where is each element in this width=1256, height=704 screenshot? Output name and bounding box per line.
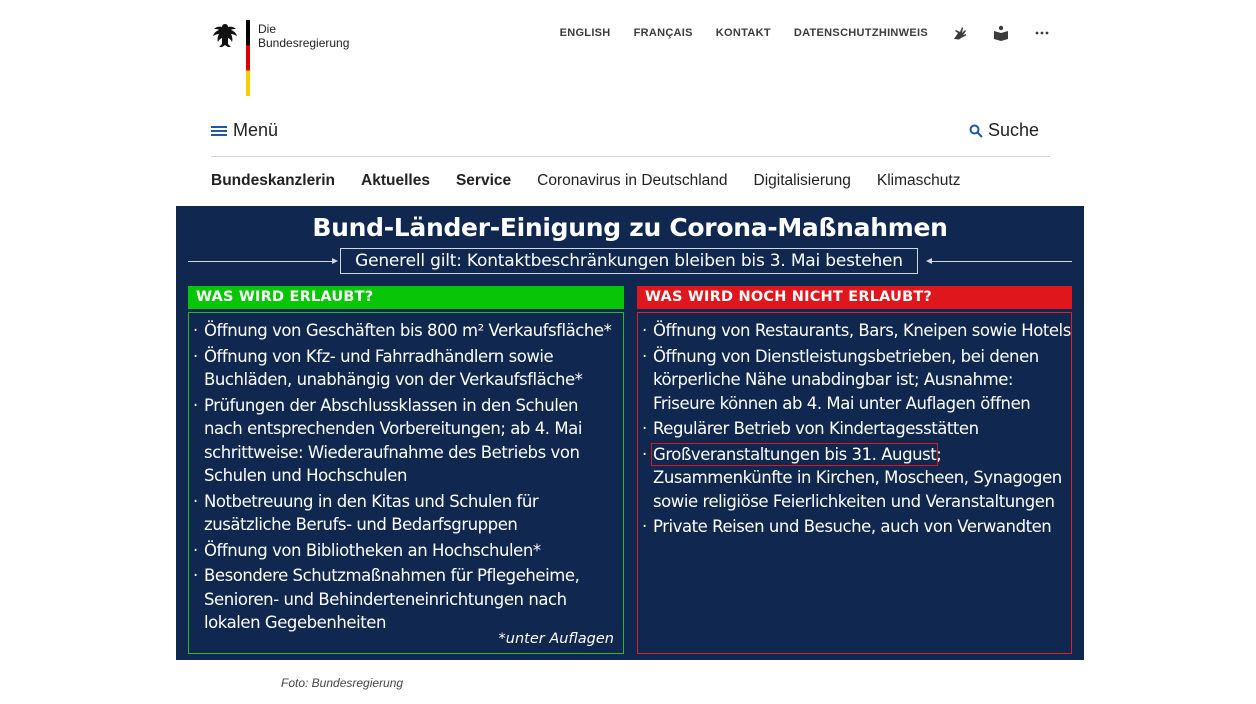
- search-button[interactable]: [969, 120, 1039, 141]
- menu-row: [211, 118, 1050, 157]
- footnote: *unter Auflagen: [498, 631, 614, 647]
- arrow-right-icon: [332, 258, 338, 264]
- not-allowed-list: [638, 313, 1071, 539]
- more-icon[interactable]: [1033, 25, 1051, 41]
- allowed-list: [189, 313, 623, 635]
- sign-language-icon[interactable]: [951, 25, 969, 41]
- logo-line-1: Die: [258, 22, 277, 36]
- nav-digitalisierung[interactable]: Digitalisierung: [753, 172, 851, 189]
- topnav-datenschutz[interactable]: DATENSCHUTZHINWEIS: [793, 27, 928, 39]
- list-item: · Regulärer Betrieb von Kindertagesstätten: [638, 417, 1071, 441]
- not-allowed-heading: WAS WIRD NOCH NICHT ERLAUBT?: [637, 286, 1072, 309]
- menu-button[interactable]: [211, 120, 278, 141]
- top-navigation: [560, 25, 1051, 41]
- list-item: [638, 443, 1071, 514]
- nav-bundeskanzlerin[interactable]: Bundeskanzlerin: [211, 172, 336, 189]
- logo-line-2: Bundesregierung: [258, 36, 350, 50]
- allowed-heading: WAS WIRD ERLAUBT?: [188, 286, 624, 309]
- list-item: · Prüfungen der Abschlussklassen in den Schulen nach entsprechenden Vorbereitungen; ab 4. Mai schrittweise: Wiederaufnahme des Betriebs von Schulen und Hochschulen: [189, 394, 623, 488]
- corona-infographic: [176, 206, 1084, 660]
- eagle-icon: [211, 22, 239, 50]
- list-item: · Öffnung von Bibliotheken an Hochschulen*: [189, 539, 623, 563]
- menu-label: Menü: [233, 120, 279, 140]
- infographic-title: Bund-Länder-Einigung zu Corona-Maßnahmen: [312, 213, 948, 242]
- list-item: · Öffnung von Kfz- und Fahrradhändlern sowie Buchläden, unabhängig von der Verkaufsfläche*: [189, 345, 623, 392]
- logo-text: [258, 22, 349, 50]
- nav-service[interactable]: Service: [455, 172, 512, 189]
- nav-coronavirus[interactable]: Coronavirus in Deutschland: [537, 172, 728, 189]
- subtitle-line-right: [932, 261, 1072, 262]
- nav-aktuelles[interactable]: Aktuelles: [361, 172, 430, 189]
- subtitle-line-left: [188, 261, 332, 262]
- allowed-box: [188, 312, 624, 654]
- nav-klimaschutz[interactable]: Klimaschutz: [876, 172, 961, 189]
- german-flag-bar: [246, 20, 250, 96]
- infographic-subtitle: Generell gilt: Kontaktbeschränkungen bleiben bis 3. Mai bestehen: [340, 248, 918, 274]
- topnav-kontakt[interactable]: KONTAKT: [715, 27, 771, 39]
- photo-caption: Foto: Bundesregierung: [281, 676, 404, 690]
- list-item: · Öffnung von Geschäften bis 800 m² Verkaufsfläche*: [189, 319, 623, 343]
- search-label: Suche: [987, 120, 1039, 140]
- main-navigation: [211, 172, 986, 190]
- list-item: · Öffnung von Dienstleistungsbetrieben, bei denen körperliche Nähe unabdingbar ist; Ausnahme: Friseure können ab 4. Mai unter Auflagen öffnen: [638, 345, 1071, 416]
- highlighted-text: Großveranstaltungen bis 31. August: [653, 444, 937, 464]
- easy-language-icon[interactable]: [992, 25, 1010, 41]
- search-icon: [969, 124, 983, 138]
- topnav-english[interactable]: ENGLISH: [559, 27, 611, 39]
- list-item-rest: ; Zusammenkünfte in Kirchen, Moscheen, Synagogen sowie religiöse Feierlichkeiten und Veranstaltungen: [653, 444, 1062, 511]
- topnav-francais[interactable]: FRANÇAIS: [633, 27, 693, 39]
- list-item: · Öffnung von Restaurants, Bars, Kneipen sowie Hotels: [638, 319, 1071, 343]
- list-item: · Private Reisen und Besuche, auch von Verwandten: [638, 515, 1071, 539]
- hamburger-icon: [211, 124, 227, 138]
- list-item: · Notbetreuung in den Kitas und Schulen für zusätzliche Berufs- und Bedarfsgruppen: [189, 490, 623, 537]
- not-allowed-box: [637, 312, 1072, 654]
- list-item: · Besondere Schutzmaßnahmen für Pflegeheime, Senioren- und Behinderteneinrichtungen nach lokalen Gegebenheiten: [189, 564, 623, 635]
